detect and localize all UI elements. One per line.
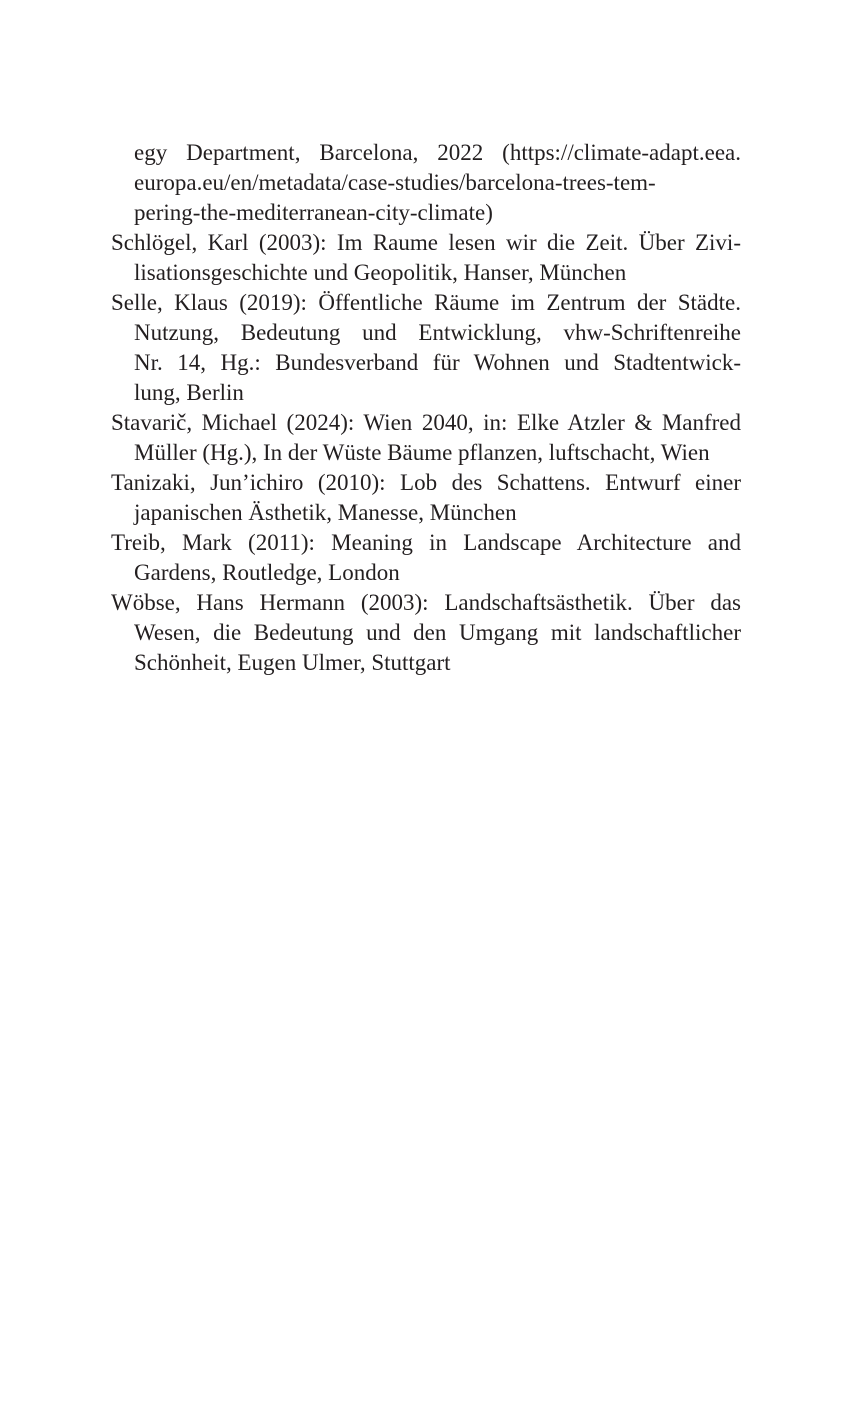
- entry-line: Müller (Hg.), In der Wüste Bäume pflanzen, luftschacht, Wien: [134, 440, 710, 465]
- entry-line: Wöbse, Hans Hermann (2003): Landschaftsästhetik. Über das: [111, 590, 741, 615]
- entry-line: europa.eu/en/metadata/case-studies/barcelona-trees-tem-: [134, 170, 656, 195]
- bibliography-list: [111, 138, 741, 678]
- bibliography-entry-stavaric: [111, 408, 741, 468]
- entry-line: Schönheit, Eugen Ulmer, Stuttgart: [134, 650, 451, 675]
- entry-line: Nr. 14, Hg.: Bundesverband für Wohnen und Stadtentwick-: [134, 350, 741, 375]
- entry-line: Tanizaki, Jun’ichiro (2010): Lob des Schattens. Entwurf einer: [111, 470, 741, 495]
- entry-line: Schlögel, Karl (2003): Im Raume lesen wir die Zeit. Über Zivi-: [111, 230, 741, 255]
- entry-line: pering-the-mediterranean-city-climate): [134, 200, 493, 225]
- entry-line: Selle, Klaus (2019): Öffentliche Räume im Zentrum der Städte.: [111, 290, 741, 315]
- entry-line: Stavarič, Michael (2024): Wien 2040, in: Elke Atzler & Manfred: [111, 410, 741, 435]
- entry-line: japanischen Ästhetik, Manesse, München: [134, 500, 517, 525]
- entry-line: Gardens, Routledge, London: [134, 560, 400, 585]
- entry-line: egy Department, Barcelona, 2022 (https://climate-adapt.eea.: [134, 140, 741, 165]
- bibliography-entry-selle: [111, 288, 741, 408]
- bibliography-entry-woebse: [111, 588, 741, 678]
- entry-line: lung, Berlin: [134, 380, 244, 405]
- bibliography-entry-schloegel: [111, 228, 741, 288]
- bibliography-entry-tanizaki: [111, 468, 741, 528]
- entry-line: lisationsgeschichte und Geopolitik, Hanser, München: [134, 260, 627, 285]
- entry-line: Nutzung, Bedeutung und Entwicklung, vhw-Schriftenreihe: [134, 320, 741, 345]
- bibliography-entry-continued: [111, 138, 741, 228]
- entry-line: Treib, Mark (2011): Meaning in Landscape Architecture and: [111, 530, 741, 555]
- entry-line: Wesen, die Bedeutung und den Umgang mit landschaftlicher: [134, 620, 741, 645]
- bibliography-entry-treib: [111, 528, 741, 588]
